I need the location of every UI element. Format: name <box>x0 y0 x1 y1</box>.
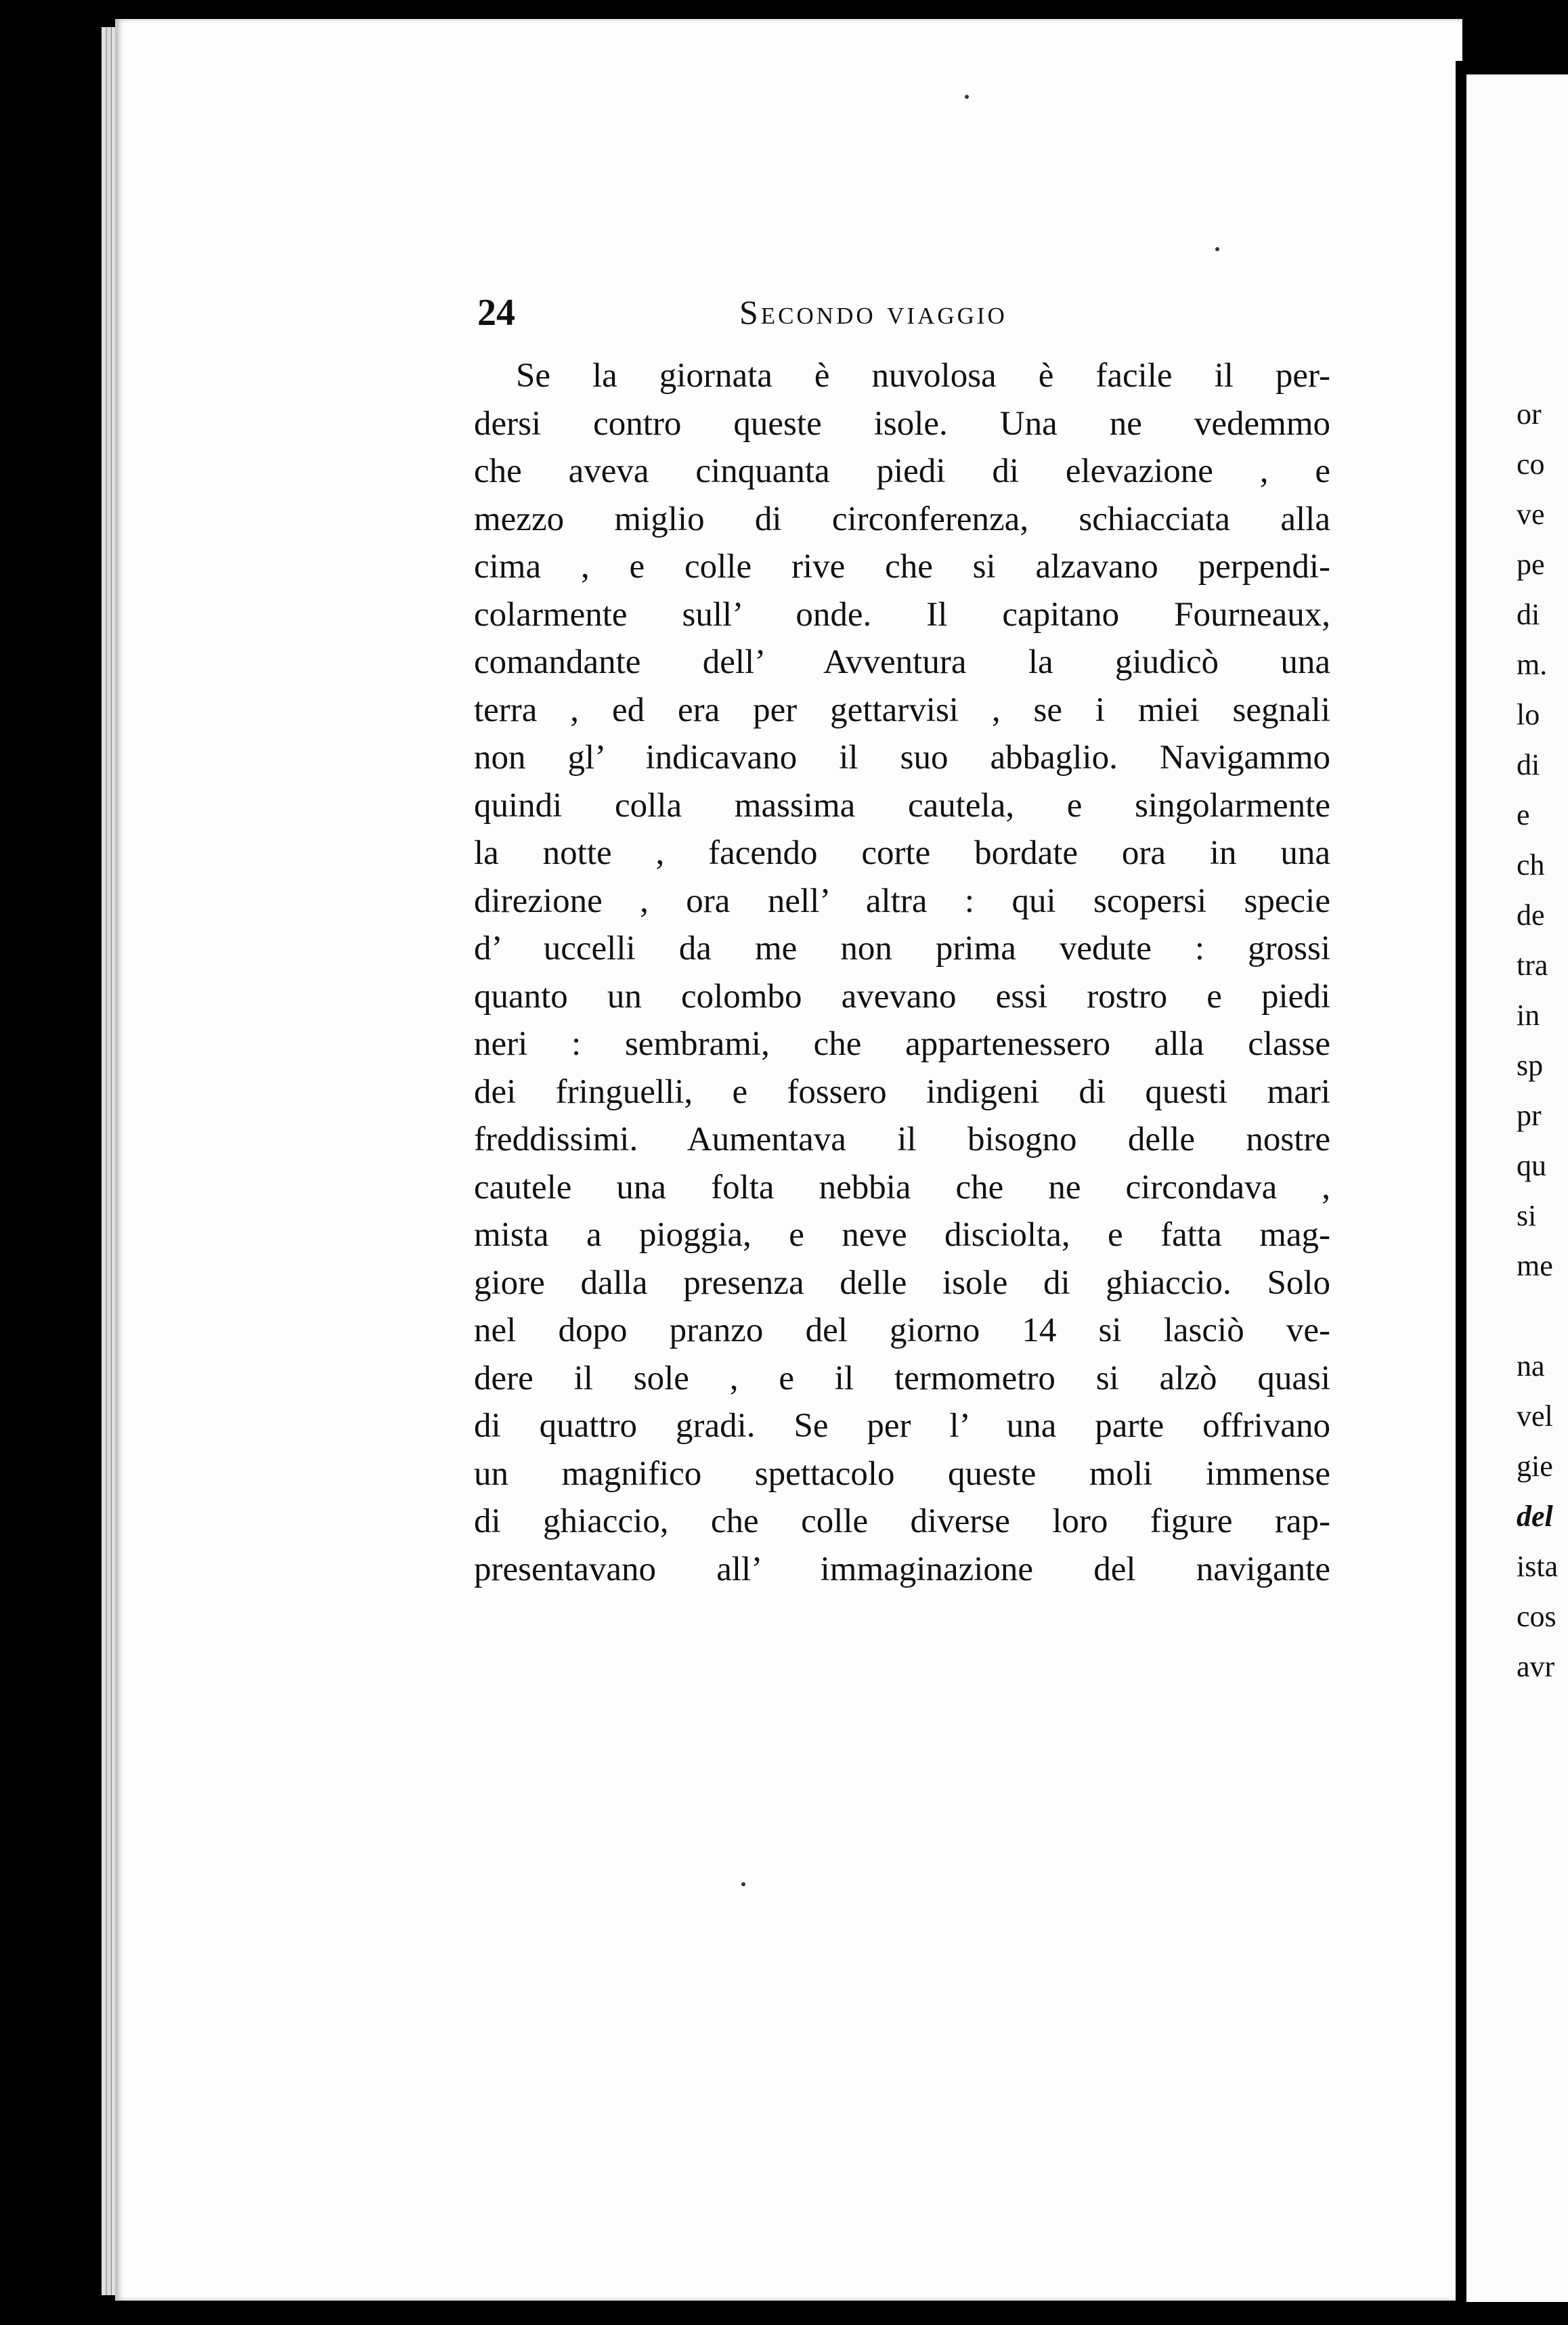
text-line: freddissimi. Aumentava il bisogno delle nostre <box>474 1121 1330 1158</box>
text-line: un magnifico spettacolo queste moli immense <box>474 1454 1330 1493</box>
text-line: comandante dell’ Avventura la giudicò una <box>474 643 1330 681</box>
facing-fragment: m. <box>1517 648 1548 681</box>
page-number: 24 <box>477 292 515 334</box>
facing-fragment: pr <box>1517 1099 1542 1132</box>
text-line: quindi colla massima cautela, e singolarmente <box>474 786 1330 825</box>
facing-fragment: ista <box>1517 1550 1559 1583</box>
facing-fragment: cos <box>1517 1600 1556 1633</box>
running-title: Secondo viaggio <box>739 293 1007 331</box>
facing-fragment: del <box>1517 1500 1553 1533</box>
text-line: nel dopo pranzo del giorno 14 si lasciò ve- <box>474 1311 1330 1349</box>
facing-fragment: me <box>1517 1249 1553 1282</box>
text-line: Se la giornata è nuvolosa è facile il per- <box>516 357 1330 395</box>
facing-fragment: e <box>1517 798 1530 831</box>
text-line: dei fringuelli, e fossero indigeni di questi mari <box>474 1072 1330 1111</box>
text-line: cautele una folta nebbia che ne circondava , <box>474 1168 1330 1207</box>
text-line: direzione , ora nell’ altra : qui scopersi specie <box>474 882 1330 920</box>
facing-fragment: vel <box>1517 1399 1553 1433</box>
facing-page-text <box>1517 389 1558 1692</box>
dust-speck <box>965 95 969 99</box>
facing-fragment: lo <box>1517 698 1540 731</box>
text-line: terra , ed era per gettarvisi , se i miei segnali <box>474 691 1330 729</box>
facing-fragment: co <box>1517 448 1545 481</box>
facing-fragment: qu <box>1517 1149 1546 1182</box>
text-line: di ghiaccio, che colle diverse loro figure rap- <box>474 1502 1330 1540</box>
text-line: non gl’ indicavano il suo abbaglio. Navigammo <box>474 739 1330 777</box>
facing-fragment: in <box>1517 999 1540 1032</box>
facing-fragment: di <box>1517 598 1540 631</box>
facing-fragment <box>1517 1291 1558 1341</box>
text-line: presentavano all’ immaginazione del navigante <box>474 1550 1330 1588</box>
text-line: dere il sole , e il termometro si alzò quasi <box>474 1359 1330 1397</box>
text-line: di quattro gradi. Se per l’ una parte offrivano <box>474 1407 1330 1445</box>
facing-fragment: sp <box>1517 1049 1544 1082</box>
text-line: colarmente sull’ onde. Il capitano Fourneaux, <box>474 595 1330 634</box>
text-line: d’ uccelli da me non prima vedute : grossi <box>474 930 1330 968</box>
text-line: la notte , facendo corte bordate ora in una <box>474 834 1330 872</box>
text-line: giore dalla presenza delle isole di ghiaccio. Solo <box>474 1263 1330 1302</box>
facing-fragment: na <box>1517 1349 1545 1383</box>
facing-fragment: pe <box>1517 548 1545 581</box>
text-line: mezzo miglio di circonferenza, schiacciata alla <box>474 500 1330 538</box>
page-header <box>477 291 1371 345</box>
facing-fragment: de <box>1517 898 1545 932</box>
dust-speck <box>741 1882 745 1886</box>
facing-fragment: ch <box>1517 848 1545 882</box>
text-line: mista a pioggia, e neve disciolta, e fatta mag- <box>474 1216 1330 1254</box>
text-line: neri : sembrami, che appartenessero alla classe <box>474 1025 1330 1063</box>
facing-fragment: tra <box>1517 949 1548 982</box>
facing-fragment: di <box>1517 748 1540 781</box>
text-line: cima , e colle rive che si alzavano perpendi- <box>474 548 1330 586</box>
text-line: che aveva cinquanta piedi di elevazione , e <box>474 452 1330 490</box>
text-line: dersi contro queste isole. Una ne vedemmo <box>474 404 1330 443</box>
facing-fragment: si <box>1517 1199 1537 1232</box>
dust-speck <box>1215 247 1219 251</box>
body-text <box>474 352 1330 1593</box>
facing-fragment: or <box>1517 397 1542 431</box>
text-line: quanto un colombo avevano essi rostro e piedi <box>474 977 1330 1016</box>
facing-fragment: ve <box>1517 498 1545 531</box>
facing-fragment: gie <box>1517 1450 1553 1483</box>
facing-fragment: avr <box>1517 1650 1555 1683</box>
